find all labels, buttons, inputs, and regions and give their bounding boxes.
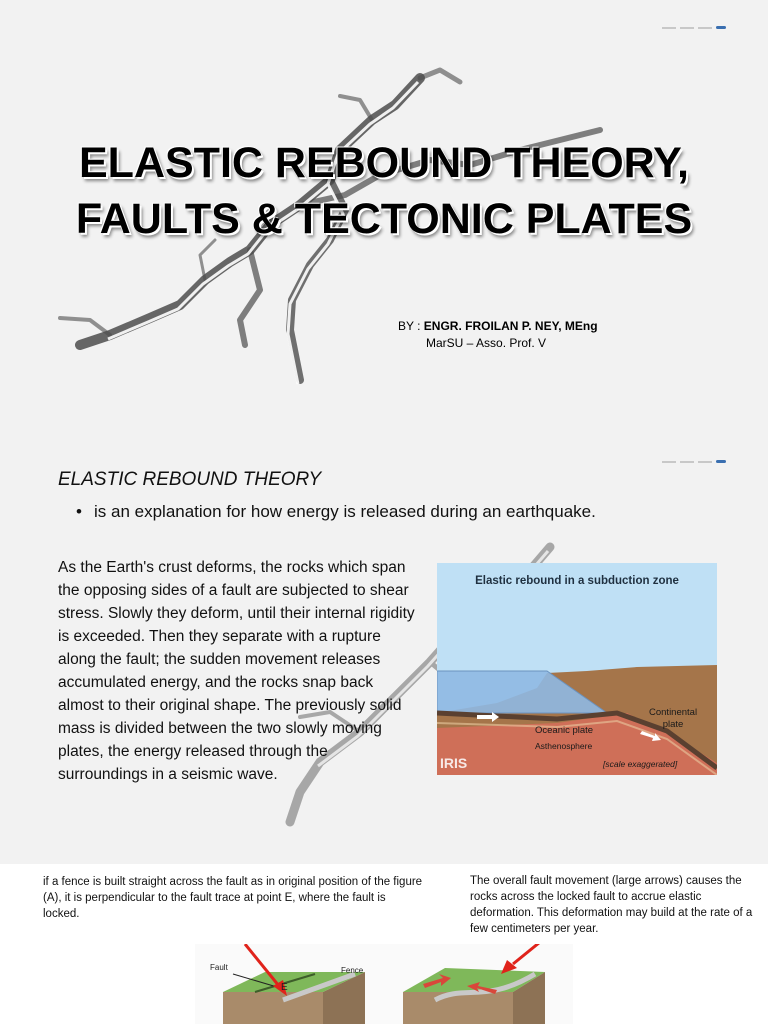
header-logo-strip: [662, 26, 726, 29]
iris-logo: IRIS: [440, 755, 468, 771]
fault-block-diagrams: [195, 944, 573, 1024]
bullet-marker: •: [76, 502, 82, 521]
by-prefix: BY :: [398, 319, 424, 333]
fence-description: if a fence is built straight across the fault as in original position of the figure (A), it is perpendicular to the fault trace at point E, where the fault is locked.: [43, 876, 423, 920]
continental-label-line2: plate: [662, 719, 684, 730]
asthenosphere-label: Asthenosphere: [535, 741, 593, 751]
oceanic-plate-label: Oceanic plate: [535, 725, 594, 736]
fault-label: Fault: [210, 963, 228, 972]
fault-fence-slide: [0, 864, 768, 1024]
scale-note: [scale exaggerated]: [603, 759, 678, 769]
title-line-2: FAULTS & TECTONIC PLATES: [75, 195, 693, 243]
title-line-1: ELASTIC REBOUND THEORY,: [79, 139, 689, 187]
section-heading: ELASTIC REBOUND THEORY: [58, 469, 322, 490]
author-affiliation: MarSU – Asso. Prof. V: [426, 336, 547, 350]
slide-title: [0, 135, 768, 247]
figure-title: Elastic rebound in a subduction zone: [475, 575, 679, 587]
bullet-text: is an explanation for how energy is released during an earthquake.: [94, 502, 596, 521]
fault-fence-figure: [195, 944, 573, 1024]
fence-label: Fence: [341, 966, 364, 975]
point-e-label: E: [281, 982, 288, 993]
explanation-paragraph: As the Earth's crust deforms, the rocks which span the opposing sides of a fault are subjected to shear stress. Slowly they deform, until their internal rigidity is exceeded. Then they separate with a rupture along the fault; the sudden movement releases accumulated energy, and the rocks snap back almost to their original shape. The previously solid mass is divided between the two slowly moving plates, the energy released through the surroundings in a seismic wave.: [58, 559, 415, 783]
title-slide: [0, 0, 768, 432]
subduction-zone-figure: [437, 563, 717, 775]
continental-plate-label: [649, 707, 697, 731]
author-byline: [398, 318, 598, 352]
definition-bullet: [76, 502, 596, 522]
author-name: ENGR. FROILAN P. NEY, MEng: [423, 319, 598, 333]
header-logo-strip: [662, 460, 726, 463]
elastic-rebound-slide: [0, 432, 768, 864]
continental-label-line1: Continental: [649, 707, 698, 718]
deformation-description: The overall fault movement (large arrows) causes the rocks across the locked fault to accrue elastic deformation. This deformation may build at the rate of a few centimeters per year.: [470, 875, 753, 935]
